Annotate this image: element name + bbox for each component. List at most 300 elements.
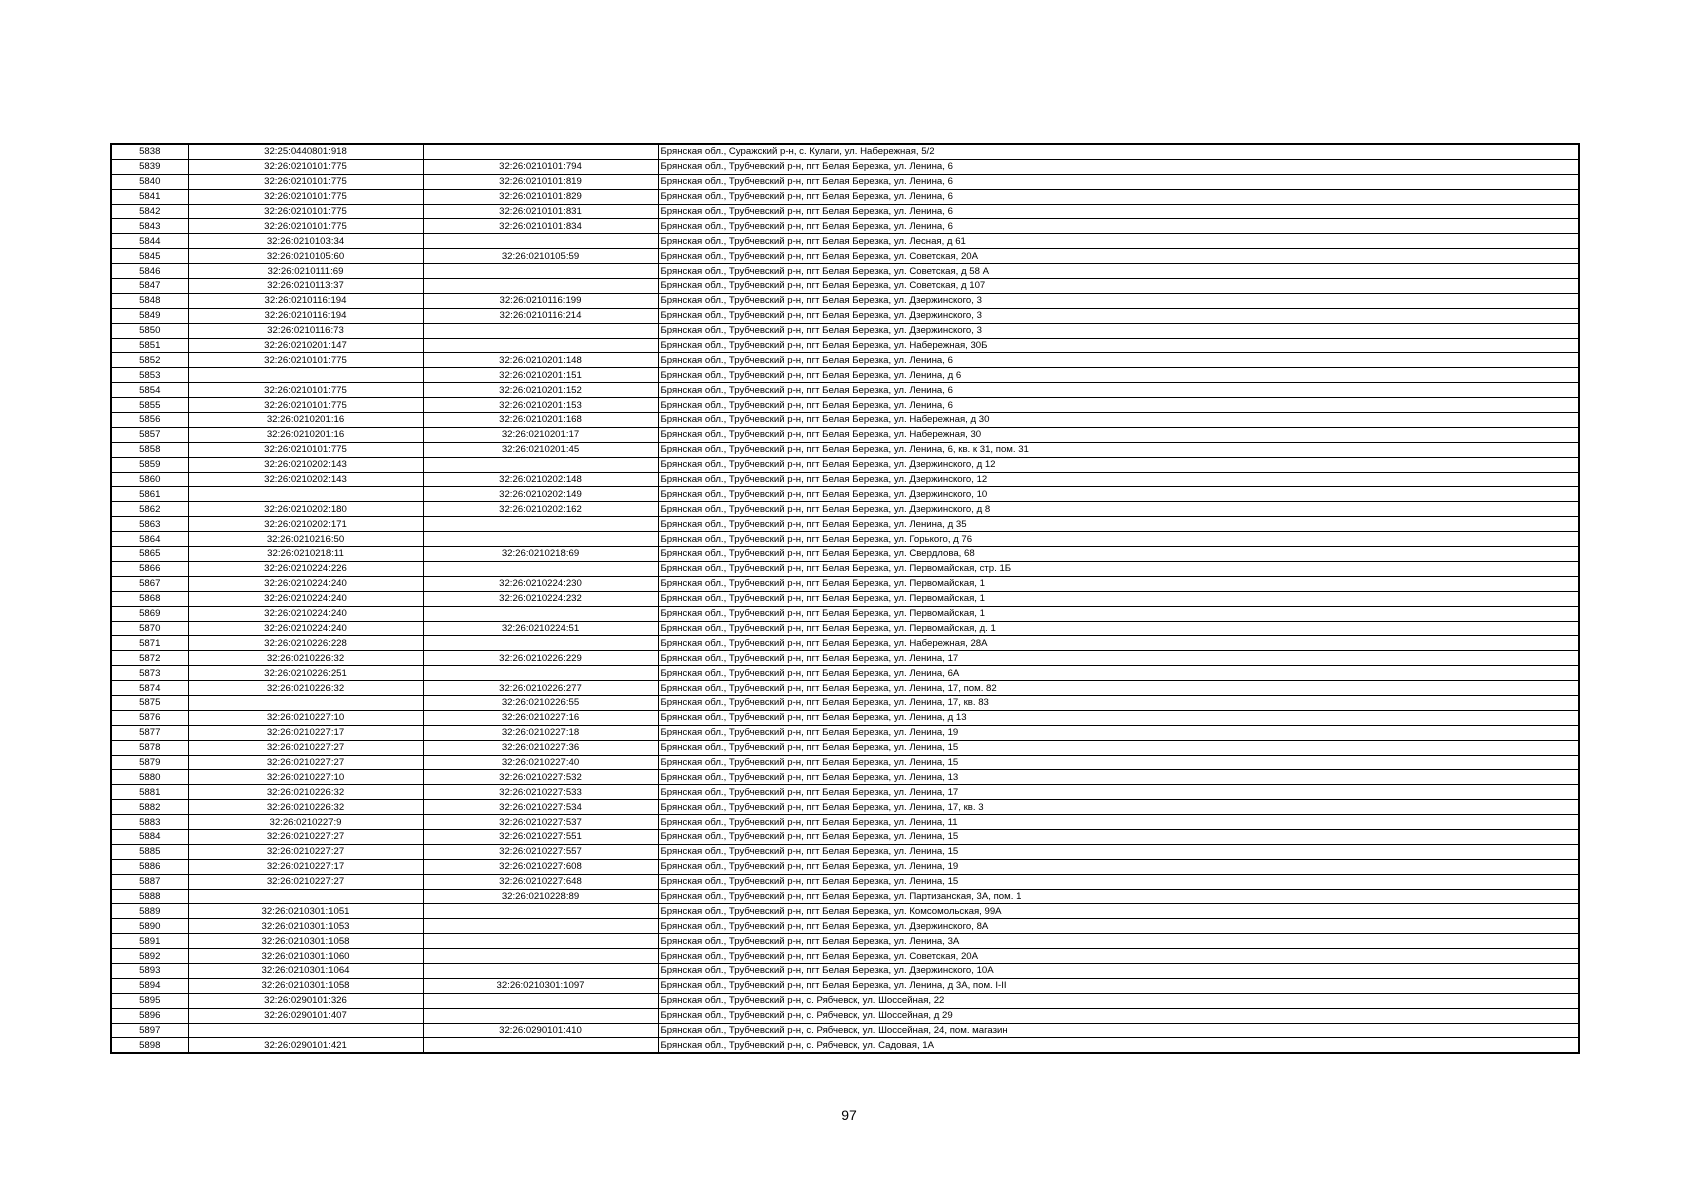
object-number-cell [423, 457, 658, 472]
object-number-cell: 32:26:0210101:794 [423, 159, 658, 174]
row-number-cell: 5875 [111, 695, 188, 710]
table-row [111, 442, 1579, 457]
row-number-cell: 5873 [111, 666, 188, 681]
object-number-cell [423, 144, 658, 159]
page-number: 97 [841, 1107, 857, 1123]
table-row [111, 710, 1579, 725]
cadastral-number-cell: 32:26:0210202:180 [188, 502, 423, 517]
address-cell: Брянская обл., Трубчевский р-н, пгт Белая Березка, ул. Первомайская, 1 [658, 576, 1579, 591]
table-row [111, 547, 1579, 562]
row-number-cell: 5853 [111, 368, 188, 383]
table-row [111, 323, 1579, 338]
address-cell: Брянская обл., Трубчевский р-н, пгт Белая Березка, ул. Ленина, 6 [658, 174, 1579, 189]
row-number-cell: 5838 [111, 144, 188, 159]
address-cell: Брянская обл., Трубчевский р-н, пгт Белая Березка, ул. Ленина, 15 [658, 844, 1579, 859]
object-number-cell [423, 1008, 658, 1023]
object-number-cell [423, 963, 658, 978]
row-number-cell: 5869 [111, 606, 188, 621]
cadastral-number-cell: 32:26:0210301:1060 [188, 949, 423, 964]
cadastral-number-cell: 32:26:0210227:27 [188, 829, 423, 844]
row-number-cell: 5874 [111, 681, 188, 696]
cadastral-number-cell: 32:26:0210202:171 [188, 517, 423, 532]
object-number-cell [423, 338, 658, 353]
address-cell: Брянская обл., Трубчевский р-н, пгт Белая Березка, ул. Ленина, 6 [658, 219, 1579, 234]
address-cell: Брянская обл., Трубчевский р-н, пгт Белая Березка, ул. Набережная, 30Б [658, 338, 1579, 353]
address-cell: Брянская обл., Трубчевский р-н, пгт Белая Березка, ул. Советская, 20А [658, 249, 1579, 264]
table-row [111, 144, 1579, 159]
table-row [111, 591, 1579, 606]
object-number-cell: 32:26:0210101:834 [423, 219, 658, 234]
row-number-cell: 5842 [111, 204, 188, 219]
address-cell: Брянская обл., Трубчевский р-н, пгт Белая Березка, ул. Дзержинского, 10 [658, 487, 1579, 502]
cadastral-number-cell [188, 1023, 423, 1038]
object-number-cell: 32:26:0210227:557 [423, 844, 658, 859]
cadastral-number-cell: 32:26:0210227:17 [188, 725, 423, 740]
table-row [111, 859, 1579, 874]
address-cell: Брянская обл., Трубчевский р-н, с. Рябчевск, ул. Шоссейная, 24, пом. магазин [658, 1023, 1579, 1038]
address-cell: Брянская обл., Трубчевский р-н, пгт Белая Березка, ул. Ленина, 6 [658, 398, 1579, 413]
table-row [111, 740, 1579, 755]
address-cell: Брянская обл., Трубчевский р-н, пгт Белая Березка, ул. Дзержинского, 3 [658, 293, 1579, 308]
address-cell: Брянская обл., Трубчевский р-н, пгт Белая Березка, ул. Ленина, д 6 [658, 368, 1579, 383]
cadastral-number-cell: 32:26:0210224:240 [188, 591, 423, 606]
object-number-cell [423, 949, 658, 964]
cadastral-number-cell: 32:26:0210111:69 [188, 264, 423, 279]
table-row [111, 561, 1579, 576]
address-cell: Брянская обл., Трубчевский р-н, пгт Белая Березка, ул. Ленина, 19 [658, 859, 1579, 874]
table-row [111, 770, 1579, 785]
table-row [111, 1023, 1579, 1038]
cadastral-number-cell: 32:26:0210218:11 [188, 547, 423, 562]
cadastral-number-cell: 32:26:0210202:143 [188, 472, 423, 487]
table-row [111, 844, 1579, 859]
row-number-cell: 5855 [111, 398, 188, 413]
table-row [111, 502, 1579, 517]
row-number-cell: 5860 [111, 472, 188, 487]
address-cell: Брянская обл., Трубчевский р-н, пгт Белая Березка, ул. Советская, д 107 [658, 279, 1579, 294]
cadastral-number-cell: 32:26:0210226:32 [188, 785, 423, 800]
table-row [111, 681, 1579, 696]
cadastral-number-cell: 32:26:0210301:1053 [188, 919, 423, 934]
object-number-cell [423, 323, 658, 338]
cadastral-number-cell: 32:26:0210216:50 [188, 532, 423, 547]
row-number-cell: 5877 [111, 725, 188, 740]
table-row [111, 606, 1579, 621]
row-number-cell: 5891 [111, 934, 188, 949]
address-cell: Брянская обл., Трубчевский р-н, пгт Белая Березка, ул. Ленина, 17 [658, 651, 1579, 666]
address-cell: Брянская обл., Трубчевский р-н, пгт Белая Березка, ул. Дзержинского, 3 [658, 323, 1579, 338]
row-number-cell: 5843 [111, 219, 188, 234]
row-number-cell: 5887 [111, 874, 188, 889]
object-number-cell: 32:26:0210227:16 [423, 710, 658, 725]
object-number-cell: 32:26:0210227:533 [423, 785, 658, 800]
cadastral-number-cell: 32:26:0210226:32 [188, 681, 423, 696]
table-row [111, 651, 1579, 666]
cadastral-number-cell: 32:26:0210101:775 [188, 383, 423, 398]
table-row [111, 249, 1579, 264]
object-number-cell [423, 1038, 658, 1053]
table-row [111, 815, 1579, 830]
row-number-cell: 5878 [111, 740, 188, 755]
address-cell: Брянская обл., Трубчевский р-н, пгт Белая Березка, ул. Ленина, 15 [658, 874, 1579, 889]
table-row [111, 666, 1579, 681]
row-number-cell: 5844 [111, 234, 188, 249]
row-number-cell: 5854 [111, 383, 188, 398]
table-row [111, 800, 1579, 815]
object-number-cell: 32:26:0210105:59 [423, 249, 658, 264]
address-cell: Брянская обл., Трубчевский р-н, пгт Белая Березка, ул. Ленина, 15 [658, 740, 1579, 755]
address-cell: Брянская обл., Трубчевский р-н, пгт Белая Березка, ул. Первомайская, д. 1 [658, 621, 1579, 636]
object-number-cell [423, 636, 658, 651]
cadastral-number-cell: 32:26:0210201:16 [188, 413, 423, 428]
object-number-cell: 32:26:0210227:18 [423, 725, 658, 740]
object-number-cell: 32:26:0210201:168 [423, 413, 658, 428]
object-number-cell [423, 993, 658, 1008]
row-number-cell: 5883 [111, 815, 188, 830]
object-number-cell: 32:26:0210116:214 [423, 308, 658, 323]
object-number-cell: 32:26:0210202:148 [423, 472, 658, 487]
cadastral-number-cell [188, 695, 423, 710]
row-number-cell: 5847 [111, 279, 188, 294]
row-number-cell: 5866 [111, 561, 188, 576]
object-number-cell: 32:26:0210227:648 [423, 874, 658, 889]
row-number-cell: 5898 [111, 1038, 188, 1053]
address-cell: Брянская обл., Трубчевский р-н, пгт Белая Березка, ул. Набережная, 28А [658, 636, 1579, 651]
object-number-cell [423, 234, 658, 249]
cadastral-number-cell: 32:26:0210226:32 [188, 800, 423, 815]
object-number-cell: 32:26:0210101:829 [423, 189, 658, 204]
address-cell: Брянская обл., Трубчевский р-н, пгт Белая Березка, ул. Ленина, 6 [658, 159, 1579, 174]
object-number-cell: 32:26:0210202:149 [423, 487, 658, 502]
row-number-cell: 5884 [111, 829, 188, 844]
cadastral-number-cell: 32:26:0210227:9 [188, 815, 423, 830]
cadastral-number-cell: 32:26:0210113:37 [188, 279, 423, 294]
row-number-cell: 5890 [111, 919, 188, 934]
address-cell: Брянская обл., Трубчевский р-н, пгт Белая Березка, ул. Ленина, 17, кв. 3 [658, 800, 1579, 815]
cadastral-number-cell: 32:26:0210101:775 [188, 219, 423, 234]
row-number-cell: 5876 [111, 710, 188, 725]
table-row [111, 919, 1579, 934]
object-number-cell: 32:26:0210227:537 [423, 815, 658, 830]
table-row [111, 398, 1579, 413]
address-cell: Брянская обл., Трубчевский р-н, пгт Белая Березка, ул. Дзержинского, 12 [658, 472, 1579, 487]
row-number-cell: 5862 [111, 502, 188, 517]
row-number-cell: 5850 [111, 323, 188, 338]
address-cell: Брянская обл., Трубчевский р-н, пгт Белая Березка, ул. Набережная, 30 [658, 427, 1579, 442]
cadastral-number-cell: 32:26:0210101:775 [188, 204, 423, 219]
object-number-cell [423, 606, 658, 621]
object-number-cell: 32:26:0210224:51 [423, 621, 658, 636]
row-number-cell: 5846 [111, 264, 188, 279]
table-row [111, 1008, 1579, 1023]
object-number-cell: 32:26:0210201:148 [423, 353, 658, 368]
row-number-cell: 5865 [111, 547, 188, 562]
object-number-cell: 32:26:0210201:152 [423, 383, 658, 398]
row-number-cell: 5885 [111, 844, 188, 859]
address-cell: Брянская обл., Трубчевский р-н, пгт Белая Березка, ул. Ленина, 6 [658, 383, 1579, 398]
object-number-cell [423, 666, 658, 681]
object-number-cell: 32:26:0210201:151 [423, 368, 658, 383]
address-cell: Брянская обл., Трубчевский р-н, пгт Белая Березка, ул. Дзержинского, д 8 [658, 502, 1579, 517]
object-number-cell [423, 264, 658, 279]
address-cell: Брянская обл., Трубчевский р-н, пгт Белая Березка, ул. Первомайская, 1 [658, 591, 1579, 606]
table-row [111, 904, 1579, 919]
cadastral-number-cell: 32:26:0210227:27 [188, 740, 423, 755]
object-number-cell: 32:26:0210116:199 [423, 293, 658, 308]
table-row [111, 487, 1579, 502]
cadastral-number-cell: 32:26:0210226:251 [188, 666, 423, 681]
address-cell: Брянская обл., Трубчевский р-н, пгт Белая Березка, ул. Лесная, д 61 [658, 234, 1579, 249]
cadastral-number-cell: 32:26:0210101:775 [188, 398, 423, 413]
table-row [111, 636, 1579, 651]
table-row [111, 219, 1579, 234]
object-number-cell [423, 517, 658, 532]
address-cell: Брянская обл., Трубчевский р-н, пгт Белая Березка, ул. Ленина, 15 [658, 829, 1579, 844]
object-number-cell: 32:26:0210201:17 [423, 427, 658, 442]
row-number-cell: 5872 [111, 651, 188, 666]
object-number-cell: 32:26:0210224:230 [423, 576, 658, 591]
row-number-cell: 5849 [111, 308, 188, 323]
row-number-cell: 5897 [111, 1023, 188, 1038]
row-number-cell: 5867 [111, 576, 188, 591]
cadastral-number-cell: 32:26:0210301:1058 [188, 978, 423, 993]
row-number-cell: 5852 [111, 353, 188, 368]
row-number-cell: 5871 [111, 636, 188, 651]
cadastral-number-cell: 32:26:0210224:240 [188, 621, 423, 636]
row-number-cell: 5895 [111, 993, 188, 1008]
row-number-cell: 5889 [111, 904, 188, 919]
address-cell: Брянская обл., Трубчевский р-н, пгт Белая Березка, ул. Ленина, 6А [658, 666, 1579, 681]
address-cell: Брянская обл., Трубчевский р-н, пгт Белая Березка, ул. Ленина, д 35 [658, 517, 1579, 532]
object-number-cell: 32:26:0290101:410 [423, 1023, 658, 1038]
table-row [111, 457, 1579, 472]
table-row [111, 532, 1579, 547]
row-number-cell: 5870 [111, 621, 188, 636]
cadastral-number-cell [188, 889, 423, 904]
cadastral-number-cell: 32:26:0210202:143 [188, 457, 423, 472]
cadastral-number-cell: 32:26:0290101:407 [188, 1008, 423, 1023]
cadastral-number-cell: 32:26:0290101:421 [188, 1038, 423, 1053]
cadastral-number-cell: 32:25:0440801:918 [188, 144, 423, 159]
address-cell: Брянская обл., Трубчевский р-н, пгт Белая Березка, ул. Свердлова, 68 [658, 547, 1579, 562]
cadastral-number-cell: 32:26:0210301:1051 [188, 904, 423, 919]
address-cell: Брянская обл., Трубчевский р-н, пгт Белая Березка, ул. Дзержинского, д 12 [658, 457, 1579, 472]
object-number-cell: 32:26:0210226:55 [423, 695, 658, 710]
row-number-cell: 5886 [111, 859, 188, 874]
address-cell: Брянская обл., Трубчевский р-н, с. Рябчевск, ул. Шоссейная, д 29 [658, 1008, 1579, 1023]
cadastral-number-cell: 32:26:0210101:775 [188, 189, 423, 204]
registry-table [110, 143, 1580, 1054]
object-number-cell: 32:26:0210224:232 [423, 591, 658, 606]
object-number-cell: 32:26:0210227:40 [423, 755, 658, 770]
row-number-cell: 5893 [111, 963, 188, 978]
cadastral-number-cell: 32:26:0210201:147 [188, 338, 423, 353]
row-number-cell: 5881 [111, 785, 188, 800]
table-row [111, 978, 1579, 993]
address-cell: Брянская обл., Трубчевский р-н, пгт Белая Березка, ул. Ленина, 17, кв. 83 [658, 695, 1579, 710]
cadastral-number-cell: 32:26:0210227:17 [188, 859, 423, 874]
address-cell: Брянская обл., Трубчевский р-н, пгт Белая Березка, ул. Комсомольская, 99А [658, 904, 1579, 919]
object-number-cell: 32:26:0210228:89 [423, 889, 658, 904]
table-row [111, 1038, 1579, 1053]
address-cell: Брянская обл., Трубчевский р-н, пгт Белая Березка, ул. Набережная, д 30 [658, 413, 1579, 428]
row-number-cell: 5840 [111, 174, 188, 189]
cadastral-number-cell: 32:26:0210201:16 [188, 427, 423, 442]
row-number-cell: 5845 [111, 249, 188, 264]
row-number-cell: 5848 [111, 293, 188, 308]
table-row [111, 383, 1579, 398]
address-cell: Брянская обл., Трубчевский р-н, пгт Белая Березка, ул. Первомайская, 1 [658, 606, 1579, 621]
cadastral-number-cell: 32:26:0210227:10 [188, 710, 423, 725]
row-number-cell: 5863 [111, 517, 188, 532]
cadastral-number-cell: 32:26:0210301:1058 [188, 934, 423, 949]
cadastral-number-cell: 32:26:0210224:240 [188, 606, 423, 621]
address-cell: Брянская обл., Трубчевский р-н, пгт Белая Березка, ул. Ленина, д 13 [658, 710, 1579, 725]
address-cell: Брянская обл., Трубчевский р-н, пгт Белая Березка, ул. Первомайская, стр. 1Б [658, 561, 1579, 576]
object-number-cell: 32:26:0210202:162 [423, 502, 658, 517]
row-number-cell: 5892 [111, 949, 188, 964]
address-cell: Брянская обл., Суражский р-н, с. Кулаги, ул. Набережная, 5/2 [658, 144, 1579, 159]
row-number-cell: 5861 [111, 487, 188, 502]
registry-table-body [111, 144, 1579, 1053]
address-cell: Брянская обл., Трубчевский р-н, пгт Белая Березка, ул. Ленина, 17, пом. 82 [658, 681, 1579, 696]
table-row [111, 949, 1579, 964]
table-row [111, 279, 1579, 294]
table-row [111, 308, 1579, 323]
address-cell: Брянская обл., Трубчевский р-н, пгт Белая Березка, ул. Советская, 20А [658, 949, 1579, 964]
cadastral-number-cell: 32:26:0210301:1064 [188, 963, 423, 978]
cadastral-number-cell: 32:26:0210101:775 [188, 442, 423, 457]
table-row [111, 785, 1579, 800]
table-row [111, 413, 1579, 428]
cadastral-number-cell: 32:26:0210116:73 [188, 323, 423, 338]
address-cell: Брянская обл., Трубчевский р-н, пгт Белая Березка, ул. Ленина, 13 [658, 770, 1579, 785]
row-number-cell: 5856 [111, 413, 188, 428]
row-number-cell: 5839 [111, 159, 188, 174]
cadastral-number-cell: 32:26:0210101:775 [188, 159, 423, 174]
cadastral-number-cell: 32:26:0290101:326 [188, 993, 423, 1008]
row-number-cell: 5868 [111, 591, 188, 606]
table-row [111, 174, 1579, 189]
table-row [111, 293, 1579, 308]
object-number-cell: 32:26:0210201:45 [423, 442, 658, 457]
address-cell: Брянская обл., Трубчевский р-н, пгт Белая Березка, ул. Ленина, 3А [658, 934, 1579, 949]
address-cell: Брянская обл., Трубчевский р-н, пгт Белая Березка, ул. Советская, д 58 А [658, 264, 1579, 279]
cadastral-number-cell: 32:26:0210116:194 [188, 308, 423, 323]
cadastral-number-cell: 32:26:0210224:226 [188, 561, 423, 576]
row-number-cell: 5880 [111, 770, 188, 785]
table-row [111, 934, 1579, 949]
object-number-cell: 32:26:0210227:551 [423, 829, 658, 844]
cadastral-number-cell: 32:26:0210226:228 [188, 636, 423, 651]
object-number-cell: 32:26:0210227:532 [423, 770, 658, 785]
address-cell: Брянская обл., Трубчевский р-н, пгт Белая Березка, ул. Ленина, 6, кв. к 31, пом. 31 [658, 442, 1579, 457]
row-number-cell: 5857 [111, 427, 188, 442]
address-cell: Брянская обл., Трубчевский р-н, пгт Белая Березка, ул. Дзержинского, 8А [658, 919, 1579, 934]
row-number-cell: 5894 [111, 978, 188, 993]
cadastral-number-cell: 32:26:0210226:32 [188, 651, 423, 666]
object-number-cell [423, 532, 658, 547]
table-row [111, 576, 1579, 591]
table-row [111, 889, 1579, 904]
address-cell: Брянская обл., Трубчевский р-н, пгт Белая Березка, ул. Ленина, д 3А, пом. I-II [658, 978, 1579, 993]
table-row [111, 874, 1579, 889]
object-number-cell: 32:26:0210301:1097 [423, 978, 658, 993]
object-number-cell: 32:26:0210218:69 [423, 547, 658, 562]
row-number-cell: 5882 [111, 800, 188, 815]
address-cell: Брянская обл., Трубчевский р-н, пгт Белая Березка, ул. Ленина, 11 [658, 815, 1579, 830]
table-row [111, 695, 1579, 710]
table-row [111, 427, 1579, 442]
address-cell: Брянская обл., Трубчевский р-н, пгт Белая Березка, ул. Партизанская, 3А, пом. 1 [658, 889, 1579, 904]
table-row [111, 189, 1579, 204]
address-cell: Брянская обл., Трубчевский р-н, пгт Белая Березка, ул. Горького, д 76 [658, 532, 1579, 547]
row-number-cell: 5888 [111, 889, 188, 904]
object-number-cell: 32:26:0210227:36 [423, 740, 658, 755]
address-cell: Брянская обл., Трубчевский р-н, пгт Белая Березка, ул. Ленина, 17 [658, 785, 1579, 800]
object-number-cell: 32:26:0210201:153 [423, 398, 658, 413]
cadastral-number-cell: 32:26:0210227:27 [188, 755, 423, 770]
address-cell: Брянская обл., Трубчевский р-н, пгт Белая Березка, ул. Ленина, 19 [658, 725, 1579, 740]
row-number-cell: 5864 [111, 532, 188, 547]
object-number-cell [423, 919, 658, 934]
table-row [111, 963, 1579, 978]
object-number-cell: 32:26:0210227:534 [423, 800, 658, 815]
cadastral-number-cell: 32:26:0210116:194 [188, 293, 423, 308]
table-row [111, 353, 1579, 368]
object-number-cell: 32:26:0210226:229 [423, 651, 658, 666]
cadastral-number-cell [188, 368, 423, 383]
table-row [111, 993, 1579, 1008]
table-row [111, 234, 1579, 249]
address-cell: Брянская обл., Трубчевский р-н, пгт Белая Березка, ул. Ленина, 15 [658, 755, 1579, 770]
object-number-cell [423, 934, 658, 949]
table-row [111, 755, 1579, 770]
table-row [111, 368, 1579, 383]
cadastral-number-cell: 32:26:0210105:60 [188, 249, 423, 264]
cadastral-number-cell: 32:26:0210227:27 [188, 874, 423, 889]
address-cell: Брянская обл., Трубчевский р-н, с. Рябчевск, ул. Садовая, 1А [658, 1038, 1579, 1053]
cadastral-number-cell: 32:26:0210227:27 [188, 844, 423, 859]
address-cell: Брянская обл., Трубчевский р-н, пгт Белая Березка, ул. Ленина, 6 [658, 353, 1579, 368]
object-number-cell: 32:26:0210101:831 [423, 204, 658, 219]
row-number-cell: 5879 [111, 755, 188, 770]
address-cell: Брянская обл., Трубчевский р-н, пгт Белая Березка, ул. Дзержинского, 10А [658, 963, 1579, 978]
cadastral-number-cell: 32:26:0210227:10 [188, 770, 423, 785]
table-row [111, 829, 1579, 844]
row-number-cell: 5896 [111, 1008, 188, 1023]
address-cell: Брянская обл., Трубчевский р-н, пгт Белая Березка, ул. Дзержинского, 3 [658, 308, 1579, 323]
object-number-cell: 32:26:0210226:277 [423, 681, 658, 696]
object-number-cell [423, 561, 658, 576]
table-row [111, 204, 1579, 219]
address-cell: Брянская обл., Трубчевский р-н, пгт Белая Березка, ул. Ленина, 6 [658, 204, 1579, 219]
row-number-cell: 5841 [111, 189, 188, 204]
row-number-cell: 5859 [111, 457, 188, 472]
address-cell: Брянская обл., Трубчевский р-н, пгт Белая Березка, ул. Ленина, 6 [658, 189, 1579, 204]
table-row [111, 264, 1579, 279]
cadastral-number-cell: 32:26:0210101:775 [188, 174, 423, 189]
table-row [111, 472, 1579, 487]
object-number-cell: 32:26:0210101:819 [423, 174, 658, 189]
object-number-cell [423, 279, 658, 294]
row-number-cell: 5858 [111, 442, 188, 457]
cadastral-number-cell [188, 487, 423, 502]
cadastral-number-cell: 32:26:0210101:775 [188, 353, 423, 368]
table-row [111, 517, 1579, 532]
object-number-cell [423, 904, 658, 919]
table-row [111, 725, 1579, 740]
